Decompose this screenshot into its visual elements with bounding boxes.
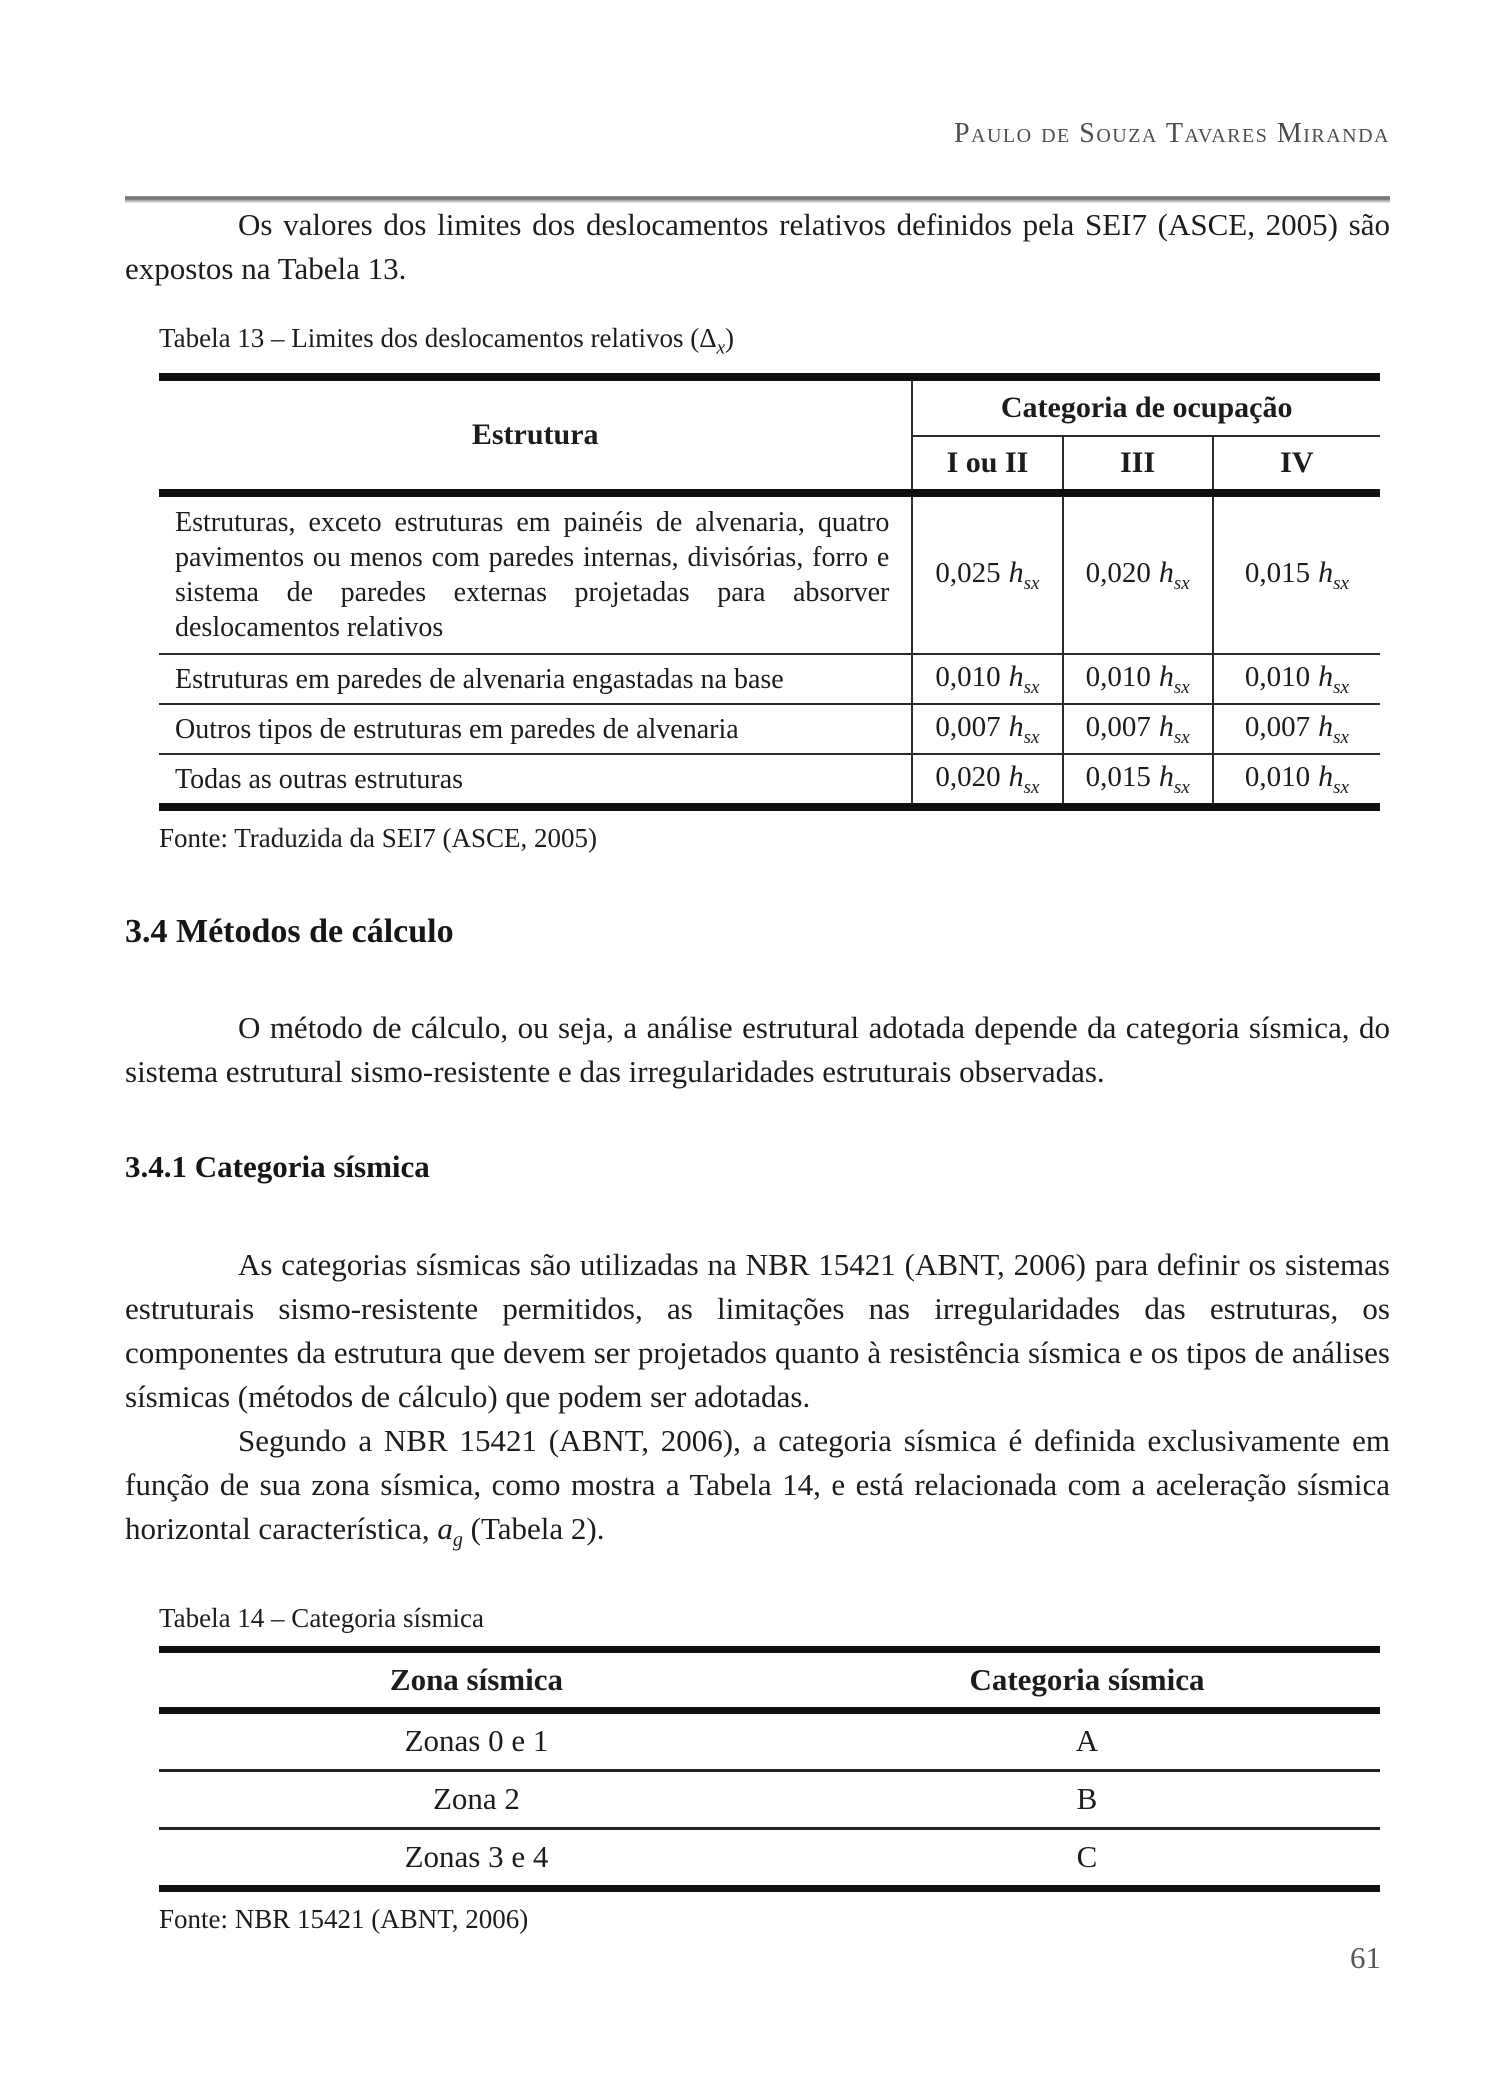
value-subscript-sx: sx [1023,572,1040,594]
table-row [159,704,1380,754]
value-symbol-h: h [1318,709,1334,743]
table13-value-cell [1213,754,1380,807]
section-3-4-1-paragraph-1: As categorias sísmicas são utilizadas na NBR 15421 (ABNT, 2006) para definir os sistemas estruturais sismo-resistente permitidos, as limitações nas irregularidades das estruturas, os componentes da estrutura que devem ser projetados quanto à resistência sísmica e os tipos de análises sísmicas (métodos de cálculo) que podem ser adotadas. [125,1247,1390,1415]
table13-value-cell [912,704,1062,754]
value-number: 0,015 [1085,760,1151,793]
section-3-4-1-paragraph-2 [125,1419,1390,1562]
table13-value-cell [912,654,1062,704]
table13-row-label: Todas as outras estruturas [159,754,912,807]
table-row [159,1828,1380,1888]
section-3-4-1-title: 3.4.1 Categoria sísmica [125,1149,430,1185]
table13-value-cell [1213,654,1380,704]
value-number: 0,010 [935,660,1001,693]
table13-caption-text: Tabela 13 – Limites dos deslocamentos relativos (Δ [159,323,717,353]
table-row [159,1770,1380,1828]
table13-col-III: III [1063,436,1213,493]
value-number: 0,025 [935,556,1001,589]
value-subscript-sx: sx [1173,572,1190,594]
paragraph-text: (Tabela 2). [462,1511,605,1547]
value-number: 0,007 [935,710,1001,743]
table-row [159,754,1380,807]
value-symbol-h: h [1008,709,1024,743]
value-symbol-h: h [1318,555,1334,589]
section-3-4-title: 3.4 Métodos de cálculo [125,913,454,951]
table14-zone-cell: Zona 2 [159,1770,794,1828]
table14-zone-cell: Zonas 0 e 1 [404,1723,549,1759]
table14-header-row [159,1649,1380,1710]
value-symbol-h: h [1008,555,1024,589]
table13-value-cell [1063,493,1213,654]
table14-category-cell: A [1075,1723,1099,1759]
value-subscript-sx: sx [1023,776,1040,798]
header-rule [125,196,1390,203]
value-subscript-sx: sx [1333,776,1349,798]
table13-row-label: Outros tipos de estruturas em paredes de alvenaria [159,704,912,754]
table13-col-I-ou-II: I ou II [912,436,1062,493]
table13-header-row-group [159,377,1380,436]
page-number: 61 [1350,1940,1381,1975]
table14-zone-cell: Zonas 3 e 4 [159,1828,794,1888]
table13-caption [159,321,1390,365]
intro-paragraph: Os valores dos limites dos deslocamentos relativos definidos pela SEI7 (ASCE, 2005) são expostos na Tabela 13. [125,207,1390,286]
table13-group-header: Categoria de ocupação [912,377,1380,436]
value-subscript-sx: sx [1333,572,1349,594]
value-subscript-sx: sx [1173,776,1190,798]
value-subscript-sx: sx [1333,726,1349,748]
table13-value-cell [1213,704,1380,754]
value-number: 0,010 [1085,660,1151,693]
value-subscript-sx: sx [1023,726,1040,748]
table13-caption-subscript: x [716,337,726,359]
value-subscript-sx: sx [1173,726,1190,748]
table-row [159,1710,1380,1770]
value-subscript-sx: sx [1173,676,1190,698]
value-symbol-h: h [1008,659,1024,693]
table-row [159,654,1380,704]
value-symbol-h: h [1318,659,1334,693]
value-number: 0,015 [1244,556,1311,589]
value-symbol-h: h [1158,709,1174,743]
table13-col-IV: IV [1213,436,1380,493]
table13-value-cell [1063,654,1213,704]
value-symbol-h: h [1158,759,1174,793]
symbol-a-subscript-g: g [452,1529,463,1552]
table13-source: Fonte: Traduzida da SEI7 (ASCE, 2005) [159,823,597,854]
table13-value-cell [1063,704,1213,754]
value-number: 0,010 [1244,660,1311,693]
running-header-author: Paulo de Souza Tavares Miranda [953,118,1390,149]
value-number: 0,010 [1244,760,1311,793]
value-number: 0,020 [1085,556,1151,589]
table13-caption-suffix: ) [725,323,735,353]
value-symbol-h: h [1158,555,1174,589]
table14-source: Fonte: NBR 15421 (ABNT, 2006) [159,1903,529,1934]
value-symbol-h: h [1318,759,1334,793]
table13-row-label: Estruturas, exceto estruturas em painéis de alvenaria, quatro pavimentos ou menos com paredes internas, divisórias, forro e sistema de paredes externas projetadas para absorver deslocamentos relativos [175,507,890,644]
table13-row-label: Estruturas em paredes de alvenaria engastadas na base [159,654,912,704]
paragraph-text: Segundo a NBR 15421 (ABNT, 2006), a categoria sísmica é definida exclusivamente em função de sua zona sísmica, como mostra a Tabela 14, e está relacionada com a aceleração sísmica horizontal característica, [125,1423,1390,1547]
table13-value-cell [912,754,1062,807]
table13-value-cell [912,493,1062,654]
symbol-a: a [437,1511,453,1547]
value-number: 0,020 [935,760,1001,793]
table14-category-cell: B [794,1770,1380,1828]
table14-category-cell: C [794,1828,1380,1888]
value-subscript-sx: sx [1023,676,1040,698]
table13-value-cell [1213,493,1380,654]
table13-col-estrutura: Estrutura [159,377,912,493]
value-symbol-h: h [1158,659,1174,693]
table13-value-cell [1063,754,1213,807]
value-number: 0,007 [1085,710,1151,743]
section-3-4-paragraph: O método de cálculo, ou seja, a análise estrutural adotada depende da categoria sísmica, do sistema estrutural sismo-resistente e das irregularidades estruturais observadas. [125,1010,1390,1090]
page-content [125,0,1390,1937]
table-row [159,493,1380,654]
table14-col-categoria: Categoria sísmica [794,1649,1380,1710]
table14-seismic-category [159,1646,1380,1892]
value-number: 0,007 [1244,710,1311,743]
table13-drift-limits [159,373,1380,811]
value-subscript-sx: sx [1333,676,1349,698]
table14-col-zona: Zona sísmica [159,1649,794,1710]
table14-caption: Tabela 14 – Categoria sísmica [159,1602,485,1633]
value-symbol-h: h [1008,759,1024,793]
